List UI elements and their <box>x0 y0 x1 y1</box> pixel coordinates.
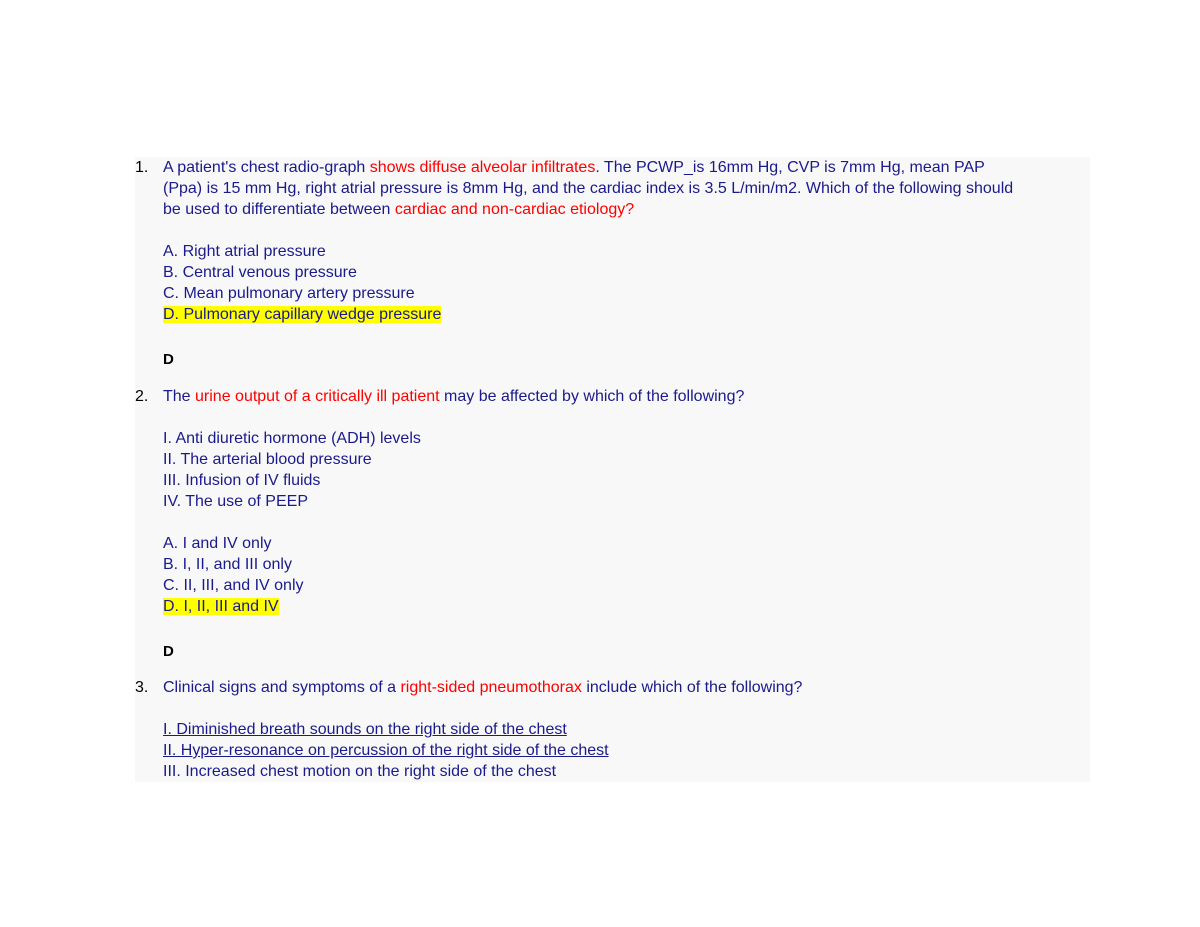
option-b: B. Central venous pressure <box>163 264 357 281</box>
statement-iii: III. Infusion of IV fluids <box>163 472 321 489</box>
emphasis-text: right-sided pneumothorax <box>400 679 582 696</box>
question-text-line: A patient's chest radio-graph shows diffuse alveolar infiltrates. The PCWP_is 16mm Hg, CVP is 7mm Hg, mean PAP <box>163 159 985 176</box>
statement-i: I. Anti diuretic hormone (ADH) levels <box>163 430 421 447</box>
statement-ii: II. The arterial blood pressure <box>163 451 372 468</box>
question-text-line: Clinical signs and symptoms of a right-sided pneumothorax include which of the following? <box>163 679 803 696</box>
emphasis-text: cardiac and non-cardiac etiology? <box>394 201 635 218</box>
statement-i: I. Diminished breath sounds on the right side of the chest <box>163 721 567 738</box>
question-text-line: (Ppa) is 15 mm Hg, right atrial pressure is 8mm Hg, and the cardiac index is 3.5 L/min/m2. Which of the following should <box>163 180 1014 197</box>
question-number: 1. <box>135 159 149 176</box>
highlighted-answer: D. I, II, III and IV <box>163 598 279 615</box>
option-c: C. II, III, and IV only <box>163 577 304 594</box>
statement-ii: II. Hyper-resonance on percussion of the right side of the chest <box>163 742 609 759</box>
question-3 <box>135 677 1090 782</box>
option-a: A. Right atrial pressure <box>163 243 326 260</box>
question-body <box>163 386 1090 662</box>
emphasis-text: shows diffuse alveolar infiltrates <box>369 159 596 176</box>
answer-key: D <box>163 643 174 660</box>
option-d-correct <box>163 304 1090 325</box>
answer-key: D <box>163 351 174 368</box>
statement-iii: III. Increased chest motion on the right side of the chest <box>163 763 557 780</box>
highlighted-answer: D. Pulmonary capillary wedge pressure <box>163 306 442 323</box>
question-body <box>163 157 1090 370</box>
option-b: B. I, II, and III only <box>163 556 292 573</box>
statement-iv: IV. The use of PEEP <box>163 493 308 510</box>
question-number: 3. <box>135 679 149 696</box>
option-d-correct <box>163 596 1090 617</box>
emphasis-text: urine output of a critically ill patient <box>195 388 440 405</box>
option-a: A. I and IV only <box>163 535 272 552</box>
option-c: C. Mean pulmonary artery pressure <box>163 285 415 302</box>
question-1 <box>135 157 1090 370</box>
question-text-line: be used to differentiate between cardiac and non-cardiac etiology? <box>163 201 635 218</box>
question-text-line: The urine output of a critically ill patient may be affected by which of the following? <box>163 388 745 405</box>
question-body <box>163 677 1090 782</box>
question-number: 2. <box>135 388 149 405</box>
question-2 <box>135 386 1090 662</box>
